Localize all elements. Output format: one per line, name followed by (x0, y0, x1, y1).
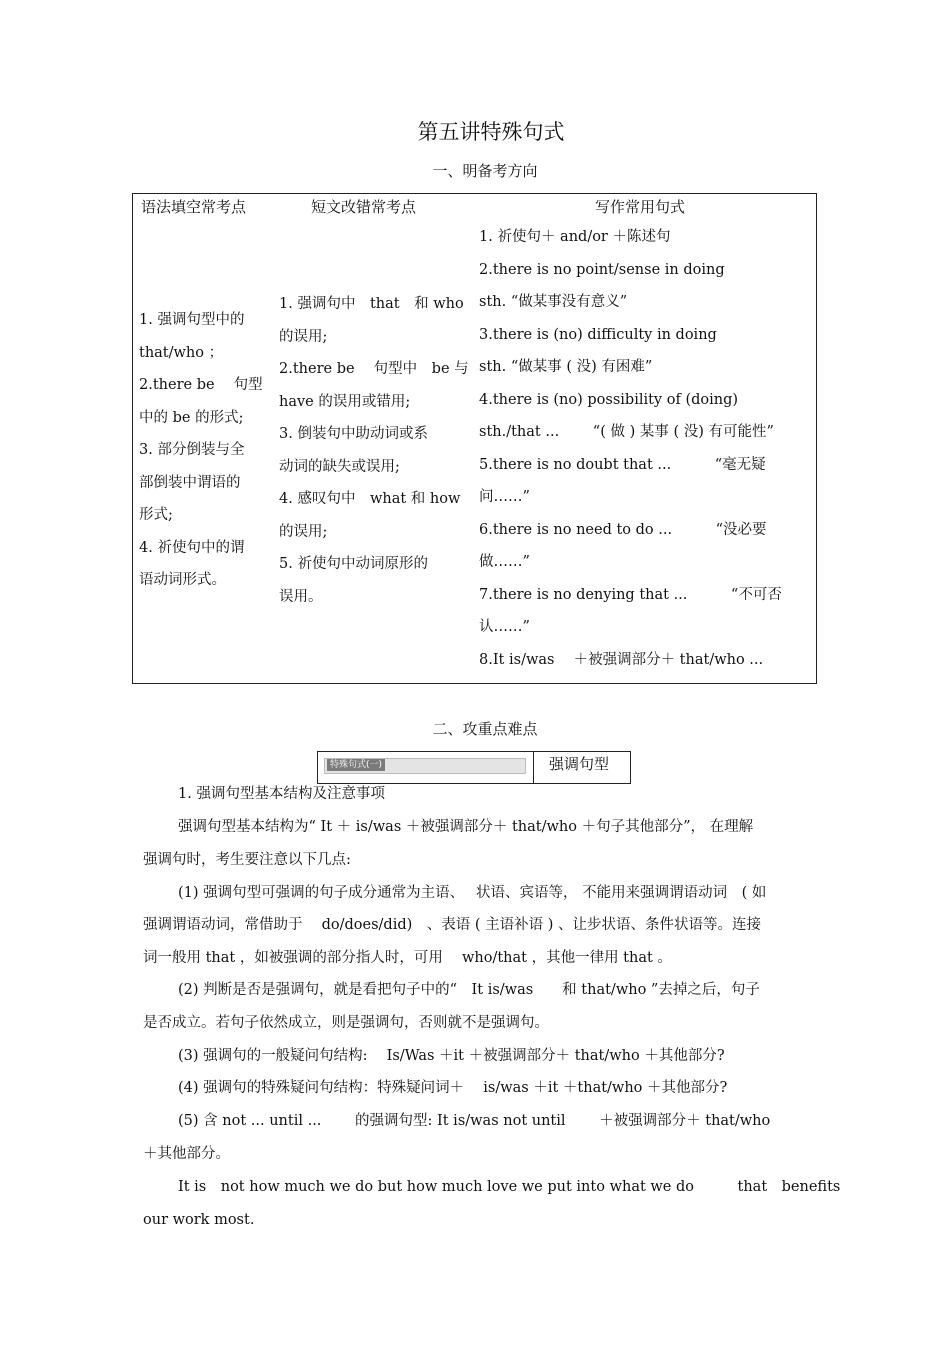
table-cell-line: 1. 强调句型中的 (139, 312, 245, 328)
section-heading-1: 一、明备考方向 (432, 162, 538, 180)
paragraph-line: (4) 强调句的特殊疑问句结构：特殊疑问词＋ is/was ＋it ＋that/who ＋其他部分? (178, 1080, 728, 1096)
topic-banner-image (324, 758, 526, 774)
paragraph-line: 是否成立。若句子依然成立，则是强调句，否则就不是强调句。 (143, 1015, 549, 1031)
table-cell-line: 认……” (479, 619, 530, 635)
table-cell-line: sth./that ... “( 做 ) 某事 ( 没) 有可能性” (479, 424, 774, 440)
tag-divider (533, 752, 534, 783)
table-column-grammar (139, 304, 263, 597)
table-cell-line: 4. 祈使句中的谓 (139, 539, 245, 556)
table-cell-line: 8.It is/was ＋被强调部分＋ that/who ... (479, 651, 764, 668)
table-cell-line: 7.there is no denying that ... “不可否 (479, 586, 782, 603)
section-heading-2: 二、攻重点难点 (432, 720, 538, 738)
table-border-tick (816, 220, 817, 228)
table-cell-line: 中的 be 的形式; (139, 409, 244, 426)
exam-points-table (132, 193, 817, 684)
topic-label: 强调句型 (549, 755, 610, 773)
table-cell-line: 动词的缺失或误用; (279, 458, 400, 475)
table-cell-line: 的误用; (279, 523, 328, 540)
table-column-writing (479, 221, 782, 676)
table-cell-line: 5.there is no doubt that ... “毫无疑 (479, 456, 766, 473)
paragraph-line: 强调句时，考生要注意以下几点: (143, 852, 351, 868)
table-cell-line: have 的误用或错用; (279, 393, 411, 410)
table-cell-line: 2.there is no point/sense in doing (479, 261, 725, 278)
table-cell-line: 3.there is (no) difficulty in doing (479, 326, 717, 343)
table-cell-line: that/who ； (139, 344, 224, 361)
table-column-correction (279, 288, 469, 613)
table-cell-line: 4.there is (no) possibility of (doing) (479, 391, 739, 408)
paragraph-line: (2) 判断是否是强调句，就是看把句子中的“ It is/was 和 that/who ”去掉之后，句子 (178, 982, 760, 998)
table-cell-line: 2.there be 句型中 be 与 (279, 361, 469, 377)
table-cell-line: 形式; (139, 507, 173, 523)
table-cell-line: 1. 祈使句＋ and/or ＋陈述句 (479, 229, 671, 245)
table-cell-line: 6.there is no need to do ... “没必要 (479, 521, 767, 538)
table-cell-line: 问……” (479, 489, 530, 505)
table-cell-line: 2.there be 句型 (139, 377, 263, 393)
paragraph-line: 强调句型基本结构为“ It ＋ is/was ＋被强调部分＋ that/who ＋句子其他部分”， 在理解 (178, 819, 754, 835)
table-cell-line: 误用。 (279, 588, 323, 605)
subheading: 1. 强调句型基本结构及注意事项 (178, 786, 385, 802)
table-cell-line: 部倒装中谓语的 (139, 474, 241, 491)
table-header-cell: 写作常用句式 (595, 198, 686, 216)
paragraph-line: 强调谓语动词，常借助于 do/does/did) 、表语 ( 主语补语 ) 、让步状语、条件状语等。连接 (143, 917, 762, 933)
table-cell-line: 3. 部分倒装与全 (139, 442, 245, 458)
paragraph-line: (3) 强调句的一般疑问句结构: Is/Was ＋it ＋被强调部分＋ that/who ＋其他部分? (178, 1048, 725, 1064)
table-cell-line: 4. 感叹句中 what 和 how (279, 491, 461, 507)
paragraph-line: 词一般用 that ，如被强调的部分指人时，可用 who/that ，其他一律用 that 。 (143, 950, 672, 966)
table-cell-line: 语动词形式。 (139, 572, 226, 588)
table-cell-line: 3. 倒装句中助动词或系 (279, 426, 428, 442)
example-sentence: It is not how much we do but how much love we put into what we do that benefits (178, 1179, 841, 1195)
table-cell-line: 的误用; (279, 328, 328, 345)
paragraph-line: ＋其他部分。 (143, 1146, 230, 1162)
table-cell-line: 5. 祈使句中动词原形的 (279, 556, 428, 572)
page-title: 第五讲特殊句式 (417, 120, 565, 144)
table-border-tick (132, 220, 133, 228)
table-cell-line: 1. 强调句中 that 和 who (279, 296, 464, 312)
paragraph-line: (1) 强调句型可强调的句子成分通常为主语、 状语、宾语等， 不能用来强调谓语动词 ( 如 (178, 885, 767, 901)
table-header-cell: 短文改错常考点 (311, 198, 417, 216)
table-cell-line: sth. “做某事没有意义” (479, 294, 628, 310)
example-sentence: our work most. (143, 1212, 255, 1228)
paragraph-line: (5) 含 not ... until ... 的强调句型: It is/was not until ＋被强调部分＋ that/who (178, 1113, 771, 1129)
topic-chip: 特殊句式(一) (327, 759, 385, 771)
table-header-cell: 语法填空常考点 (141, 198, 247, 216)
table-cell-line: sth. “做某事 ( 没) 有困难” (479, 359, 653, 375)
table-cell-line: 做……” (479, 554, 530, 570)
